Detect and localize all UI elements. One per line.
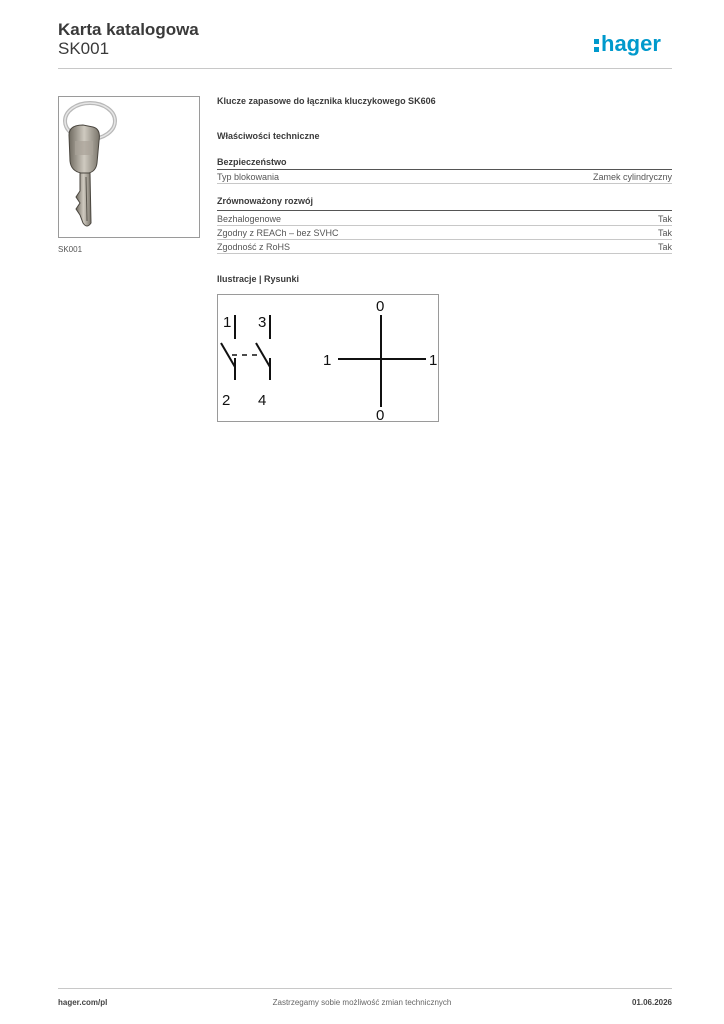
footer-website-link[interactable]: hager.com/pl [58,998,108,1007]
key-icon [59,97,199,237]
technical-section-title: Właściwości techniczne [217,131,320,141]
product-description: Klucze zapasowe do łącznika kluczykowego SK606 [217,96,436,106]
contact-label-3: 3 [258,314,267,331]
product-code: SK001 [58,39,110,58]
row-value: Tak [657,213,672,224]
contact-label-2: 2 [222,392,231,409]
position-label-right: 1 [429,352,438,369]
row-value: Tak [657,241,672,252]
table-row [217,212,672,226]
position-label-bottom: 0 [376,407,385,421]
position-label-left: 1 [323,352,332,369]
footer-divider [58,988,672,989]
group-title-safety: Bezpieczeństwo [217,157,287,167]
contact-label-4: 4 [258,392,267,409]
product-image [58,96,200,238]
row-value: Zamek cylindryczny [592,171,672,182]
hager-logo [594,30,674,58]
illustrations-section-title: Ilustracje | Rysunki [217,274,300,284]
row-value: Tak [657,227,672,238]
footer-date: 01.06.2026 [631,998,672,1007]
wiring-diagram [217,294,439,422]
position-label-top: 0 [376,298,385,315]
header-divider [58,68,672,69]
footer-disclaimer: Zastrzegamy sobie możliwość zmian technicznych [272,998,452,1007]
contact-label-1: 1 [223,314,232,331]
brand-name: hager [601,31,661,56]
document-title: Karta katalogowa [58,20,199,39]
position-cross [338,315,426,407]
group-divider [217,210,672,211]
group-title-sustainability: Zrównoważony rozwój [217,196,313,206]
table-row [217,226,672,240]
table-row [217,170,672,184]
image-caption: SK001 [58,245,83,254]
row-label: Zgodność z RoHS [217,241,291,252]
row-label: Zgodny z REACh – bez SVHC [217,227,339,238]
table-row [217,240,672,254]
row-label: Bezhalogenowe [217,213,282,224]
switch-diagram-svg [218,295,438,421]
row-label: Typ blokowania [217,171,280,182]
